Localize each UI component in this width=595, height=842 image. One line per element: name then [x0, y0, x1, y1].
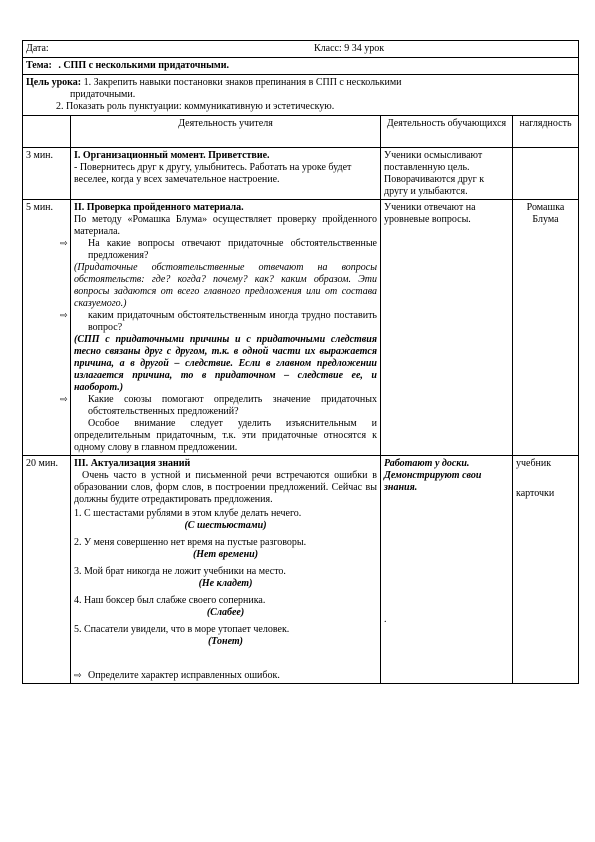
final-task-text: Определите характер исправленных ошибок. — [88, 670, 280, 681]
arrow-right-icon: ⇨ — [60, 395, 68, 405]
stage-title: Организационный момент. Приветствие. — [82, 150, 270, 161]
stage-visual — [513, 148, 579, 200]
question-item — [60, 310, 377, 334]
stage-students: Ученики отвечают на уровневые вопросы. — [381, 200, 513, 456]
exercise-sentence: 3. Мой брат никогда не ложит учебники на место. — [74, 566, 286, 577]
question-item — [60, 238, 377, 262]
goal-1b: придаточными. — [70, 89, 136, 100]
header-row-goal — [23, 75, 579, 116]
exercise-sentence: 5. Спасатели увидели, что в море утопает человек. — [74, 624, 290, 635]
exercise-answer: (Нет времени) — [192, 549, 259, 560]
stage-num: I. — [74, 150, 81, 161]
header-row-topic — [23, 58, 579, 75]
class-label: Класс: 9 34 урок — [314, 43, 385, 54]
stage-row-1 — [23, 148, 579, 200]
stage-num: II. — [74, 202, 85, 213]
exercise-sentence: 1. С шестастами рублями в этом клубе делать нечего. — [74, 508, 302, 519]
final-task — [74, 670, 377, 682]
header-row-date — [23, 41, 579, 58]
exercise-answer: (Слабее) — [206, 607, 245, 618]
arrow-right-icon: ⇨ — [60, 311, 68, 321]
note-text: Особое внимание следует уделить изъяснительным и определительным придаточным, т.к. эти придаточные относятся к одному слову в главном предложении. — [74, 418, 377, 453]
goal-2: 2. Показать роль пунктуации: коммуникативную и эстетическую. — [56, 101, 335, 112]
stage-time: 3 мин. — [23, 148, 71, 200]
goal-1a: 1. Закрепить навыки постановки знаков препинания в СПП с несколькими — [83, 77, 402, 88]
answer-text: (СПП с придаточными причины и с придаточными следствия тесно связаны друг с другом, т.к. в одной части их выражается причина, а в другой – следствие. Если в главном предложении излагается причина, то в придаточном – следствие ее, и наоборот.) — [74, 334, 377, 393]
col-students: Деятельность обучающихся — [381, 116, 513, 148]
stage-intro: По методу «Ромашка Блума» осуществляет проверку пройденного материала. — [74, 214, 377, 237]
col-teacher: Деятельность учителя — [71, 116, 381, 148]
stage-students: Ученики осмысливают поставленную цель. Поворачиваются друг к другу и улыбаются. — [381, 148, 513, 200]
stage-text: - Повернитесь друг к другу, улыбнитесь. Работать на уроке будет веселее, когда у всех замечательное настроение. — [74, 162, 352, 185]
stage-time: 20 мин. — [23, 456, 71, 684]
stage-time: 5 мин. — [23, 200, 71, 456]
exercise-sentence: 4. Наш боксер был слабже своего соперника. — [74, 595, 266, 606]
stage-teacher — [60, 200, 381, 456]
col-visual: наглядность — [513, 116, 579, 148]
date-label: Дата: — [26, 43, 49, 54]
visual-textbook: учебник — [516, 458, 552, 469]
answer-text: (Придаточные обстоятельственные отвечают на вопросы обстоятельств: где? когда? почему? как? каким образом. Эти вопросы задаются от всего главного предложения или от состава сказуемого.) — [74, 262, 377, 309]
exercise-answer: (Тонет) — [207, 636, 244, 647]
lesson-plan — [22, 40, 578, 684]
question-text: На какие вопросы отвечают придаточные обстоятельственные предложения? — [88, 238, 377, 261]
stage-teacher — [71, 456, 381, 684]
stage-title: Проверка пройденного материала. — [86, 202, 244, 213]
question-text: Какие союзы помогают определить значение придаточных обстоятельственных предложений? — [88, 394, 377, 417]
stage-students — [381, 456, 513, 684]
exercise-answer: (Не кладет) — [198, 578, 253, 589]
topic-value: . СПП с несколькими придаточными. — [58, 60, 229, 71]
stage-title: Актуализация знаний — [90, 458, 191, 469]
question-text: каким придаточным обстоятельственным иногда трудно поставить вопрос? — [88, 310, 377, 333]
stage-num: III. — [74, 458, 89, 469]
stage-row-3 — [23, 456, 579, 684]
stage-teacher — [71, 148, 381, 200]
students-text: Работают у доски. Демонстрируют свои знания. — [384, 458, 482, 493]
visual-cards: карточки — [516, 488, 555, 499]
question-item — [60, 394, 377, 418]
students-dot: . — [384, 614, 387, 625]
exercise-answer: (С шестьюстами) — [184, 520, 267, 531]
stage-visual — [513, 456, 579, 684]
stage-row-2 — [23, 200, 579, 456]
arrow-right-icon: ⇨ — [74, 671, 82, 681]
topic-label: Тема: — [26, 60, 52, 71]
stage-intro: Очень часто в устной и письменной речи встречаются ошибки в образовании слов, форм слов, в построении предложений. Сейчас вы должны будите отредактировать предложения. — [74, 470, 377, 505]
lesson-plan-table — [22, 40, 579, 684]
exercise-sentence: 2. У меня совершенно нет время на пустые разговоры. — [74, 537, 307, 548]
goal-label: Цель урока: — [26, 77, 82, 88]
columns-header-row — [23, 116, 579, 148]
arrow-right-icon: ⇨ — [60, 239, 68, 249]
stage-visual: Ромашка Блума — [513, 200, 579, 456]
